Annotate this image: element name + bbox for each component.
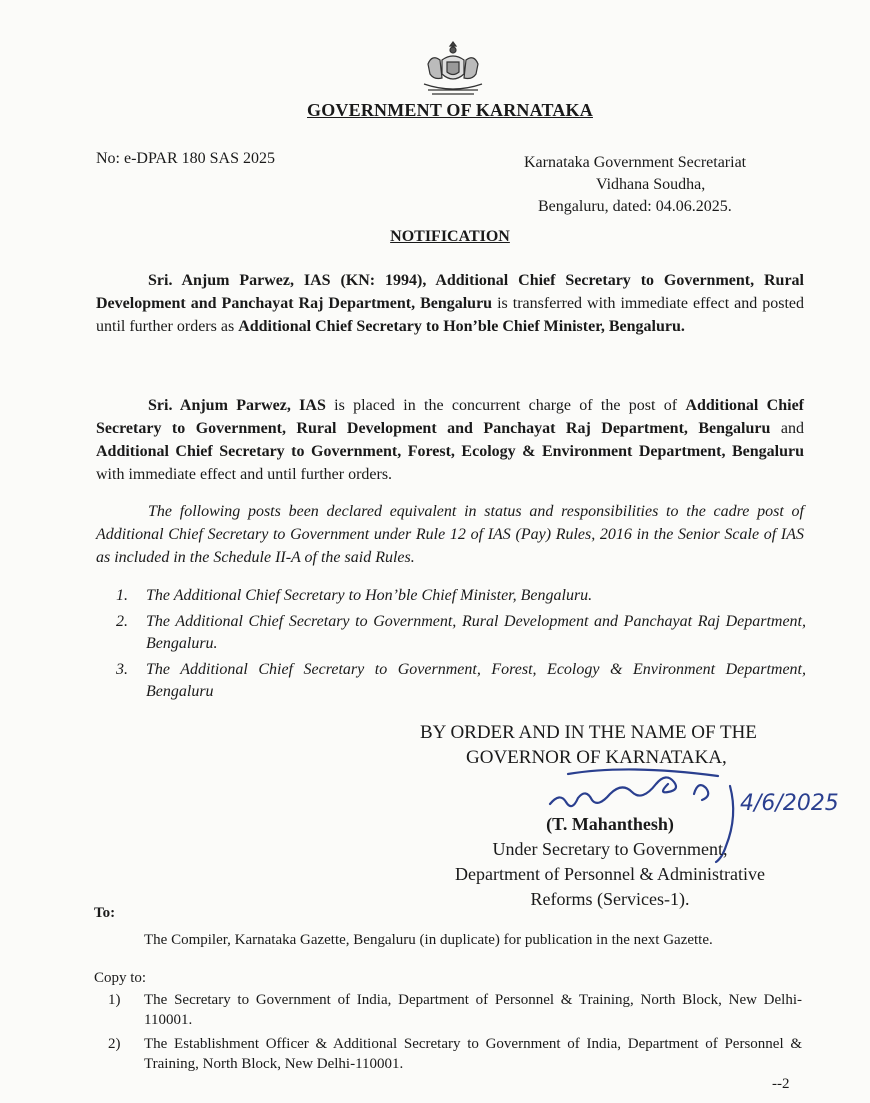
- signatory-designation-1: Under Secretary to Government,: [492, 839, 728, 859]
- address-line-2: Vidhana Soudha,: [596, 176, 706, 193]
- paragraph-transfer: [96, 269, 804, 338]
- list-item-number: 2.: [116, 613, 128, 630]
- reference-number: No: e-DPAR 180 SAS 2025: [96, 150, 275, 167]
- copy-to-label: Copy to:: [94, 970, 147, 986]
- order-line: [420, 720, 757, 770]
- para2-bold-2: Additional Chief Secretary to Government, Rural Development and Panchayat Raj Department, Bengaluru: [96, 397, 805, 437]
- list-item-text: The Establishment Officer & Additional Secretary to Government of India, Department of Personnel & Training, North Block, New Delhi-110001.: [144, 1036, 802, 1072]
- list-item-text: The Secretary to Government of India, Department of Personnel & Training, North Block, New Delhi-110001.: [144, 992, 802, 1028]
- page-continuation-marker: --2: [772, 1076, 790, 1092]
- signatory-designation-3: Reforms (Services-1).: [530, 889, 690, 909]
- para2-bold-3: Additional Chief Secretary to Government, Forest, Ecology & Environment Department, Bengaluru: [96, 443, 804, 460]
- list-item-number: 2): [108, 1036, 121, 1052]
- signatory-name: (T. Mahanthesh): [546, 814, 674, 834]
- karnataka-emblem-icon: [418, 38, 488, 100]
- paragraph-concurrent-charge: [96, 394, 804, 486]
- list-item-text: The Additional Chief Secretary to Government, Forest, Ecology & Environment Department, Bengaluru: [146, 661, 806, 700]
- signatory-designation-2: Department of Personnel & Administrative: [455, 864, 765, 884]
- list-item-number: 3.: [116, 661, 128, 678]
- order-line-2: GOVERNOR OF KARNATAKA,: [466, 747, 727, 768]
- list-item-number: 1): [108, 992, 121, 1008]
- para1-bold-1: Sri. Anjum Parwez, IAS (KN: 1994), Additional Chief Secretary to Government, Rural Development and Panchayat Raj Department, Bengaluru: [96, 272, 804, 312]
- para2-text-2: and: [770, 420, 804, 437]
- handwritten-date: 4/6/2025: [740, 791, 839, 816]
- address-line-3: Bengaluru, dated: 04.06.2025.: [538, 198, 732, 215]
- government-title: GOVERNMENT OF KARNATAKA: [307, 100, 593, 120]
- para2-bold-1: Sri. Anjum Parwez, IAS: [148, 397, 326, 414]
- list-item: [108, 990, 802, 1030]
- list-item-text: The Additional Chief Secretary to Hon’ble Chief Minister, Bengaluru.: [146, 587, 593, 604]
- notification-title: NOTIFICATION: [390, 228, 510, 245]
- to-label: To:: [94, 905, 116, 921]
- list-item: [116, 659, 806, 703]
- order-line-1: BY ORDER AND IN THE NAME OF THE: [420, 722, 757, 743]
- list-item: [108, 1034, 802, 1074]
- signatory-block: [420, 812, 800, 912]
- paragraph-equivalence: The following posts been declared equivalent in status and responsibilities to the cadre post of Additional Chief Secretary to Government under Rule 12 of IAS (Pay) Rules, 2016 in the Senior Scale of IAS as included in the Schedule II-A of the said Rules.: [96, 503, 804, 566]
- para2-text-1: is placed in the concurrent charge of the post of: [325, 397, 686, 414]
- address-line-1: Karnataka Government Secretariat: [524, 154, 747, 171]
- posts-list: [116, 585, 806, 707]
- to-recipient: The Compiler, Karnataka Gazette, Bengaluru (in duplicate) for publication in the next Gazette.: [144, 932, 713, 948]
- para1-text-1: is transferred with immediate effect and posted until further orders as: [96, 295, 805, 335]
- list-item: [116, 611, 806, 655]
- copy-to-list: [108, 990, 802, 1078]
- list-item: [116, 585, 806, 607]
- list-item-number: 1.: [116, 587, 128, 604]
- secretariat-address: [470, 152, 780, 218]
- list-item-text: The Additional Chief Secretary to Government, Rural Development and Panchayat Raj Department, Bengaluru.: [146, 613, 806, 652]
- para1-bold-2: Additional Chief Secretary to Hon’ble Chief Minister, Bengaluru.: [238, 318, 685, 335]
- para2-text-3: with immediate effect and until further orders.: [96, 466, 393, 483]
